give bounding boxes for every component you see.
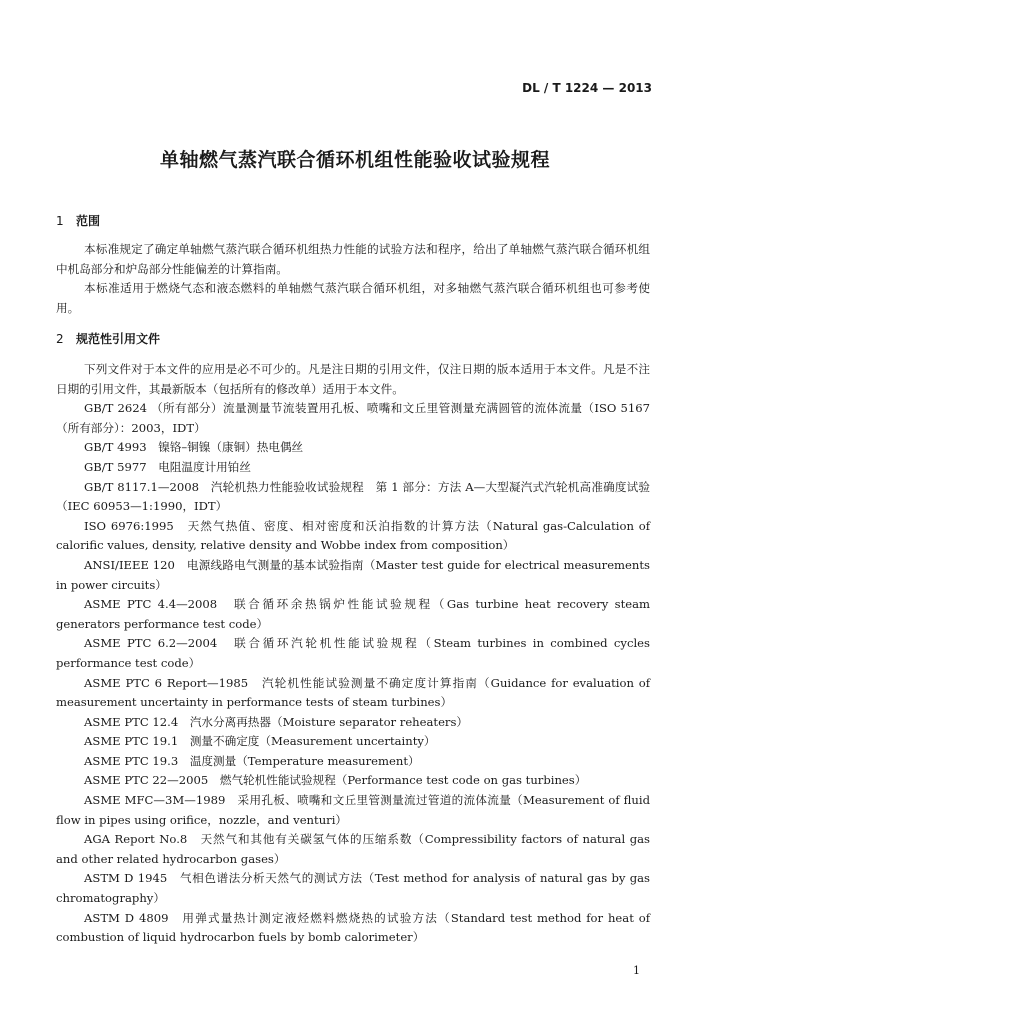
reference-item: AGA Report No.8 天然气和其他有关碳氢气体的压缩系数（Compressibility factors of natural gas and other related hydrocarbon gases） bbox=[56, 832, 650, 866]
reference-item: ASME PTC 6.2—2004 联合循环汽轮机性能试验规程（Steam turbines in combined cycles performance test code） bbox=[56, 636, 650, 670]
paragraph: 本标准规定了确定单轴燃气蒸汽联合循环机组热力性能的试验方法和程序，给出了单轴燃气蒸汽联合循环机组中机岛部分和炉岛部分性能偏差的计算指南。 bbox=[56, 242, 650, 276]
section-number: 1 bbox=[56, 214, 64, 228]
reference-item: ISO 6976:1995 天然气热值、密度、相对密度和沃泊指数的计算方法（Natural gas-Calculation of calorific values, density, relative density and Wobbe index from composition） bbox=[56, 518, 650, 553]
section-title: 规范性引用文件 bbox=[76, 332, 161, 346]
page-number: 1 bbox=[633, 964, 640, 977]
paragraph: 本标准适用于燃烧气态和液态燃料的单轴燃气蒸汽联合循环机组，对多轴燃气蒸汽联合循环机组也可参考使用。 bbox=[56, 281, 650, 315]
document-title: 单轴燃气蒸汽联合循环机组性能验收试验规程 bbox=[159, 149, 550, 171]
reference-item: ASME PTC 22—2005 燃气轮机性能试验规程（Performance test code on gas turbines） bbox=[84, 773, 587, 788]
reference-item: ASME PTC 12.4 汽水分离再热器（Moisture separator reheaters） bbox=[84, 714, 469, 729]
section-2-heading bbox=[56, 330, 160, 347]
section-1-body bbox=[56, 240, 650, 318]
section-title: 范围 bbox=[76, 214, 101, 228]
reference-item: ASME PTC 6 Report—1985 汽轮机性能试验测量不确定度计算指南（Guidance for evaluation of measurement uncertainty in performance tests of steam turbines） bbox=[56, 675, 650, 710]
reference-item: GB/T 5977 电阻温度计用铂丝 bbox=[84, 459, 251, 474]
reference-item: ASME PTC 19.3 温度测量（Temperature measurement） bbox=[84, 753, 420, 768]
reference-item: ASME PTC 19.1 测量不确定度（Measurement uncertainty） bbox=[84, 734, 436, 749]
reference-item: ANSI/IEEE 120 电源线路电气测量的基本试验指南（Master test guide for electrical measurements in power circuits） bbox=[56, 557, 650, 592]
reference-item: GB/T 8117.1—2008 汽轮机热力性能验收试验规程 第 1 部分：方法 A—大型凝汽式汽轮机高准确度试验（IEC 60953—1:1990，IDT） bbox=[56, 479, 650, 514]
reference-item: ASME PTC 4.4—2008 联合循环余热锅炉性能试验规程（Gas turbine heat recovery steam generators performance test code） bbox=[56, 597, 650, 631]
reference-item: ASTM D 1945 气相色谱法分析天然气的测试方法（Test method for analysis of natural gas by gas chromatography） bbox=[56, 871, 650, 906]
reference-item: GB/T 4993 镍铬–铜镍（康铜）热电偶丝 bbox=[84, 440, 304, 455]
paragraph: 下列文件对于本文件的应用是必不可少的。凡是注日期的引用文件，仅注日期的版本适用于本文件。凡是不注日期的引用文件，其最新版本（包括所有的修改单）适用于本文件。 bbox=[56, 362, 650, 396]
reference-item: ASTM D 4809 用弹式量热计测定液烃燃料燃烧热的试验方法（Standard test method for heat of combustion of liquid hydrocarbon fuels by bomb calorimeter） bbox=[56, 910, 650, 945]
section-2-body bbox=[56, 360, 650, 948]
section-1-heading bbox=[56, 212, 100, 229]
reference-item: ASME MFC—3M—1989 采用孔板、喷嘴和文丘里管测量流过管道的流体流量（Measurement of fluid flow in pipes using orifice，nozzle，and venturi） bbox=[56, 793, 650, 827]
reference-item: GB/T 2624 （所有部分）流量测量节流装置用孔板、喷嘴和文丘里管测量充满圆管的流体流量（ISO 5167（所有部分）：2003，IDT） bbox=[56, 401, 650, 435]
standard-code: DL / T 1224 — 2013 bbox=[522, 81, 652, 95]
section-number: 2 bbox=[56, 332, 64, 346]
